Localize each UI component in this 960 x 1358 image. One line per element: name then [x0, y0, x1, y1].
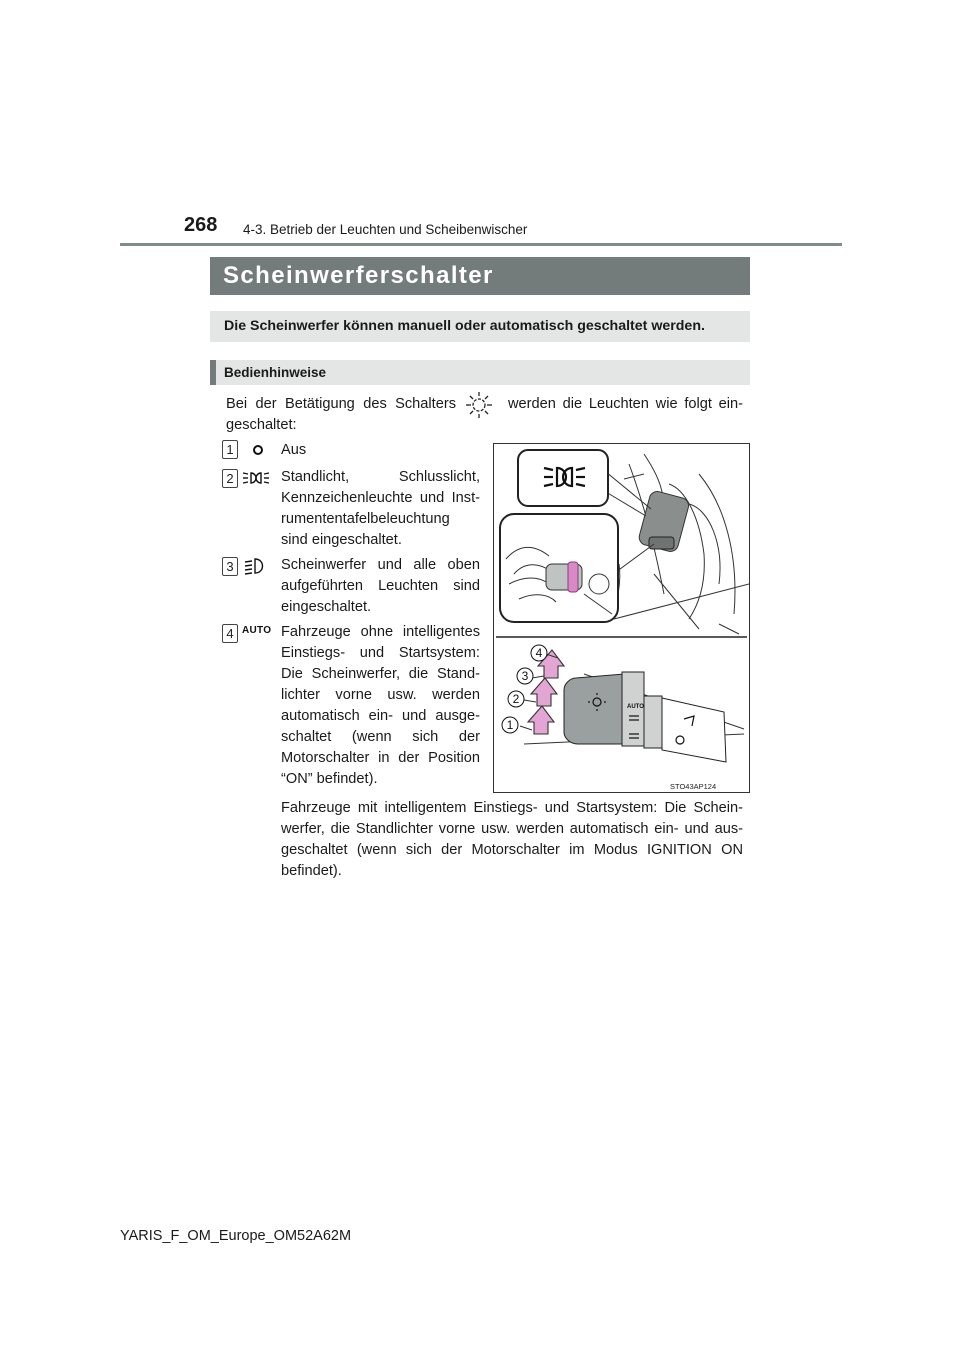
item-number-badge: 3 — [222, 557, 238, 576]
section-intro-part3: geschaltet: — [226, 417, 297, 433]
off-icon — [244, 440, 274, 460]
item-line: Die Scheinwerfer, die Stand- — [281, 666, 480, 682]
callout-2: 2 — [512, 692, 520, 706]
callout-4: 4 — [535, 646, 543, 660]
item-line: schaltet (wenn sich der — [281, 729, 480, 745]
item-number-badge: 2 — [222, 469, 238, 488]
section-heading: Bedienhinweise — [210, 360, 750, 385]
closing-paragraph: Fahrzeuge mit intelligentem Einstiegs- und Startsystem: Die Schein-werfer, die Standlichter vorne usw. werden automatisch ein- und aus-geschaltet (wenn sich der Motorschalter im Modus IGNITION ON befindet). — [281, 800, 743, 879]
item-description — [281, 467, 480, 551]
page-number: 268 — [184, 214, 218, 236]
intro-box: Die Scheinwerfer können manuell oder automatisch geschaltet werden. — [210, 311, 750, 342]
page-title: Scheinwerferschalter — [210, 257, 750, 295]
item-line: Kennzeichenleuchte und Inst- — [281, 490, 480, 506]
item-line: rumententafelbeleuchtung — [281, 511, 450, 527]
item-description — [281, 555, 480, 618]
parking-lights-icon — [241, 468, 271, 488]
item-line: lichter vorne usw. werden — [281, 687, 480, 703]
item-number-badge: 1 — [222, 440, 238, 459]
chapter-header: 4-3. Betrieb der Leuchten und Scheibenwischer — [243, 222, 528, 237]
item-description — [281, 440, 480, 461]
item-line: Fahrzeuge ohne intelligentes — [281, 624, 480, 640]
footer-document-id: YARIS_F_OM_Europe_OM52A62M — [120, 1228, 352, 1244]
figure-code: STO43AP124 — [670, 782, 717, 791]
switch-illustration — [493, 443, 750, 793]
illustration-drawing — [494, 444, 749, 792]
section-intro-part2: werden die Leuchten wie folgt ein- — [508, 396, 743, 412]
callout-1: 1 — [506, 718, 514, 732]
item-line: automatisch ein- und ausge- — [281, 708, 480, 724]
stalk-auto-label: AUTO — [627, 704, 644, 710]
item-line: Scheinwerfer und alle oben — [281, 557, 480, 573]
auto-icon: AUTO — [242, 625, 272, 636]
light-switch-icon — [462, 390, 496, 420]
headlight-icon — [241, 556, 271, 576]
item-line: Einstiegs- und Startsystem: — [281, 645, 480, 661]
item-line: aufgeführten Leuchten sind — [281, 578, 480, 594]
item-number-badge: 4 — [222, 624, 238, 643]
item-line: Aus — [281, 442, 307, 458]
item-line: “ON” befindet). — [281, 771, 378, 787]
item-line: eingeschaltet. — [281, 599, 372, 615]
item-line: sind eingeschaltet. — [281, 532, 402, 548]
callout-3: 3 — [521, 669, 529, 683]
header-rule — [120, 243, 842, 246]
section-intro-part1: Bei der Betätigung des Schalters — [226, 396, 456, 412]
item-line: Motorschalter in der Position — [281, 750, 480, 766]
item-line: Standlicht, Schlusslicht, — [281, 469, 480, 485]
item-description — [281, 622, 480, 790]
